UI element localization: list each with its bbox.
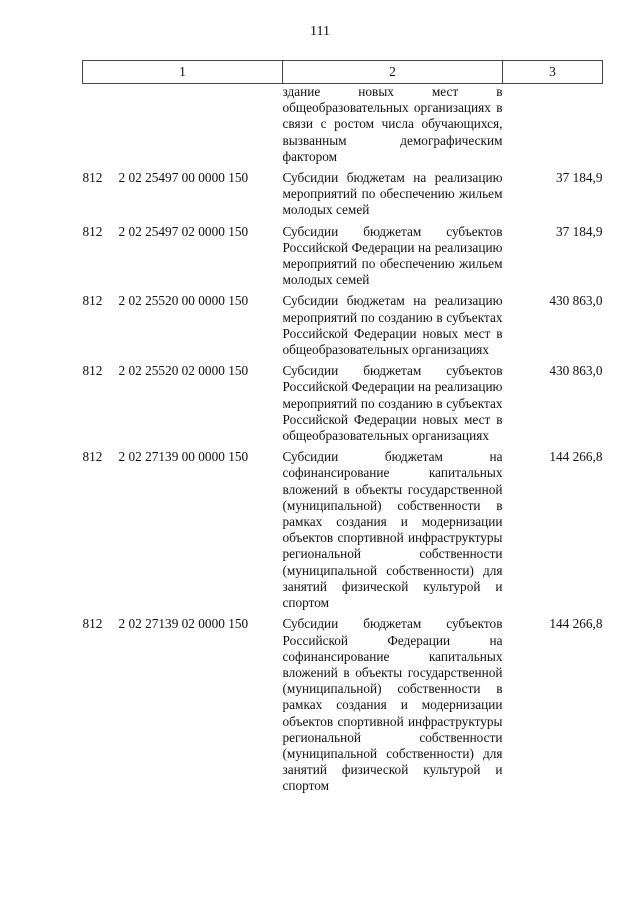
row-amount: 144 266,8 — [549, 449, 603, 465]
table-row — [83, 293, 603, 363]
table-header-row — [83, 61, 603, 84]
admin-code: 812 — [82, 293, 103, 309]
admin-code: 812 — [82, 616, 103, 632]
admin-code: 812 — [82, 363, 103, 379]
row-description: Субсидии бюджетам на софинансирование капитальных вложений в объекты государственной (муниципальной) собственности в рамках создания и модернизации объектов спортивной инфраструктуры региональной собственности (муниципальной собственности) для занятий физической культурой и спортом — [282, 449, 503, 611]
revenue-code: 2 02 27139 00 0000 150 — [118, 449, 249, 465]
admin-code: 812 — [82, 223, 103, 239]
revenue-code: 2 02 25520 00 0000 150 — [118, 293, 249, 309]
row-amount: 144 266,8 — [549, 616, 603, 632]
row-description: Субсидии бюджетам на реализацию мероприятий по обеспечению жильем молодых семей — [282, 170, 503, 218]
page-number: 111 — [310, 24, 330, 39]
row-amount: 37 184,9 — [555, 223, 603, 239]
row-description: Субсидии бюджетам субъектов Российской Федерации на софинансирование капитальных вложений в объекты государственной (муниципальной) собственности в рамках создания и модернизации объектов спортивной инфраструктуры региональной собственности (муниципальной собственности) для занятий физической культурой и спортом — [282, 616, 503, 794]
revenue-code: 2 02 25497 02 0000 150 — [118, 223, 249, 239]
revenue-code: 2 02 27139 02 0000 150 — [118, 616, 249, 632]
table-row — [83, 449, 603, 616]
continuation-description: здание новых мест в общеобразовательных организациях в связи с ростом числа обучающихся, вызванным демографическим фактором — [282, 84, 503, 164]
column-header-amount: 3 — [503, 61, 603, 84]
row-amount: 430 863,0 — [549, 363, 603, 379]
table-row — [83, 363, 603, 449]
table-row — [83, 616, 603, 799]
row-amount: 37 184,9 — [555, 170, 603, 186]
continuation-row — [83, 84, 603, 171]
revenue-code: 2 02 25497 00 0000 150 — [118, 170, 249, 186]
row-description: Субсидии бюджетам субъектов Российской Федерации на реализацию мероприятий по созданию в субъектах Российской Федерации новых мест в общеобразовательных организациях — [282, 363, 503, 444]
table-row — [83, 170, 603, 224]
admin-code: 812 — [82, 449, 103, 465]
column-header-code: 1 — [83, 61, 283, 84]
revenue-code: 2 02 25520 02 0000 150 — [118, 363, 249, 379]
admin-code: 812 — [82, 170, 103, 186]
table-row — [83, 224, 603, 294]
row-description: Субсидии бюджетам субъектов Российской Федерации на реализацию мероприятий по обеспечению жильем молодых семей — [282, 223, 503, 288]
budget-table — [82, 60, 603, 800]
row-description: Субсидии бюджетам на реализацию мероприятий по созданию в субъектах Российской Федерации новых мест в общеобразовательных организациях — [282, 293, 503, 358]
row-amount: 430 863,0 — [549, 293, 603, 309]
column-header-description: 2 — [283, 61, 503, 84]
